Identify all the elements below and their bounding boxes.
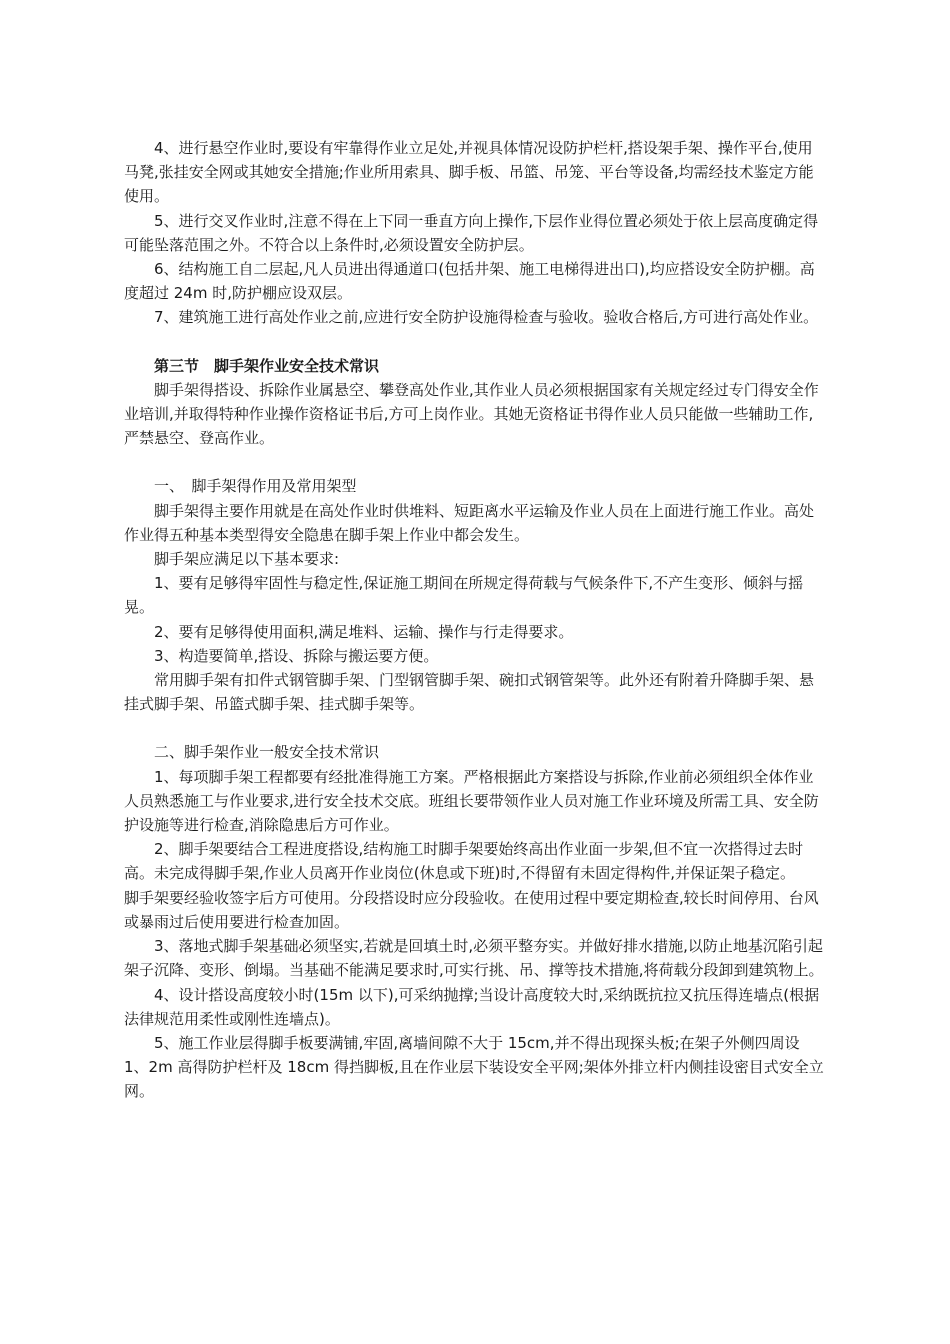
paragraph-requirement-3: 3、构造要简单,搭设、拆除与搬运要方便。 bbox=[154, 646, 439, 665]
paragraph-acceptance: 脚手架要经验收签字后方可使用。分段搭设时应分段验收。在使用过程中要定期检查,较长时间停用、台风或暴雨过后使用要进行检查加固。 bbox=[124, 888, 819, 931]
paragraph-scaffold-purpose: 脚手架得主要作用就是在高处作业时供堆料、短距离水平运输及作业人员在上面进行施工作业。高处作业得五种基本类型得安全隐患在脚手架上作业中都会发生。 bbox=[124, 501, 815, 544]
paragraph-rule-2: 2、脚手架要结合工程进度搭设,结构施工时脚手架要始终高出作业面一步架,但不宜一次搭得过去时高。未完成得脚手架,作业人员离开作业岗位(休息或下班)时,不得留有未固定得构件,并保证架子稳定。 bbox=[124, 840, 804, 883]
subsection-title-2: 二、脚手架作业一般安全技术常识 bbox=[154, 743, 380, 762]
document-page bbox=[124, 136, 824, 1104]
paragraph-requirements-intro: 脚手架应满足以下基本要求: bbox=[154, 550, 340, 569]
spacer bbox=[124, 716, 824, 740]
paragraph-requirement-1: 1、要有足够得牢固性与稳定性,保证施工期间在所规定得荷载与气候条件下,不产生变形、倾斜与摇晃。 bbox=[124, 574, 804, 617]
paragraph-rule-5: 5、施工作业层得脚手板要满铺,牢固,离墙间隙不大于 15cm,并不得出现探头板;在架子外侧四周设 1、2m 高得防护栏杆及 18cm 得挡脚板,且在作业层下装设安全平网;架体外排立杆内侧挂设密目式安全立网。 bbox=[124, 1033, 824, 1101]
paragraph-cross-work: 5、进行交叉作业时,注意不得在上下同一垂直方向上操作,下层作业得位置必须处于依上层高度确定得可能坠落范围之外。不符合以上条件时,必须设置安全防护层。 bbox=[124, 211, 819, 254]
spacer bbox=[124, 450, 824, 474]
paragraph-rule-1: 1、每项脚手架工程都要有经批准得施工方案。严格根据此方案搭设与拆除,作业前必须组织全体作业人员熟悉施工与作业要求,进行安全技术交底。班组长要带领作业人员对施工作业环境及所需工具、安全防护设施等进行检查,消除隐患后方可作业。 bbox=[124, 767, 819, 835]
paragraph-scaffold-intro: 脚手架得搭设、拆除作业属悬空、攀登高处作业,其作业人员必须根据国家有关规定经过专门得安全作业培训,并取得特种作业操作资格证书后,方可上岗作业。其她无资格证书得作业人员只能做一些辅助工作,严禁悬空、登高作业。 bbox=[124, 380, 819, 448]
paragraph-protection-shed: 6、结构施工自二层起,凡人员进出得通道口(包括井架、施工电梯得进出口),均应搭设安全防护棚。高度超过 24m 时,防护棚应设双层。 bbox=[124, 260, 815, 303]
paragraph-scaffold-types: 常用脚手架有扣件式钢管脚手架、门型钢管脚手架、碗扣式钢管架等。此外还有附着升降脚手架、悬挂式脚手架、吊篮式脚手架、挂式脚手架等。 bbox=[124, 671, 815, 714]
paragraph-inspection: 7、建筑施工进行高处作业之前,应进行安全防护设施得检查与验收。验收合格后,方可进行高处作业。 bbox=[154, 308, 819, 327]
paragraph-rule-3: 3、落地式脚手架基础必须坚实,若就是回填土时,必须平整夯实。并做好排水措施,以防止地基沉陷引起架子沉降、变形、倒塌。当基础不能满足要求时,可实行挑、吊、撑等技术措施,将荷载分段卸到建筑物上。 bbox=[124, 937, 824, 980]
paragraph-suspended-work: 4、进行悬空作业时,要设有牢靠得作业立足处,并视具体情况设防护栏杆,搭设架手架、操作平台,使用马凳,张挂安全网或其她安全措施;作业所用索具、脚手板、吊篮、吊笼、平台等设备,均需经技术鉴定方能使用。 bbox=[124, 139, 814, 206]
subsection-title-1: 一、 脚手架得作用及常用架型 bbox=[154, 477, 357, 496]
spacer bbox=[124, 330, 824, 354]
paragraph-rule-4: 4、设计搭设高度较小时(15m 以下),可采纳抛撑;当设计高度较大时,采纳既抗拉又抗压得连墙点(根据法律规范用柔性或刚性连墙点)。 bbox=[124, 985, 820, 1028]
section-title: 第三节 脚手架作业安全技术常识 bbox=[154, 356, 380, 375]
paragraph-requirement-2: 2、要有足够得使用面积,满足堆料、运输、操作与行走得要求。 bbox=[154, 622, 574, 641]
